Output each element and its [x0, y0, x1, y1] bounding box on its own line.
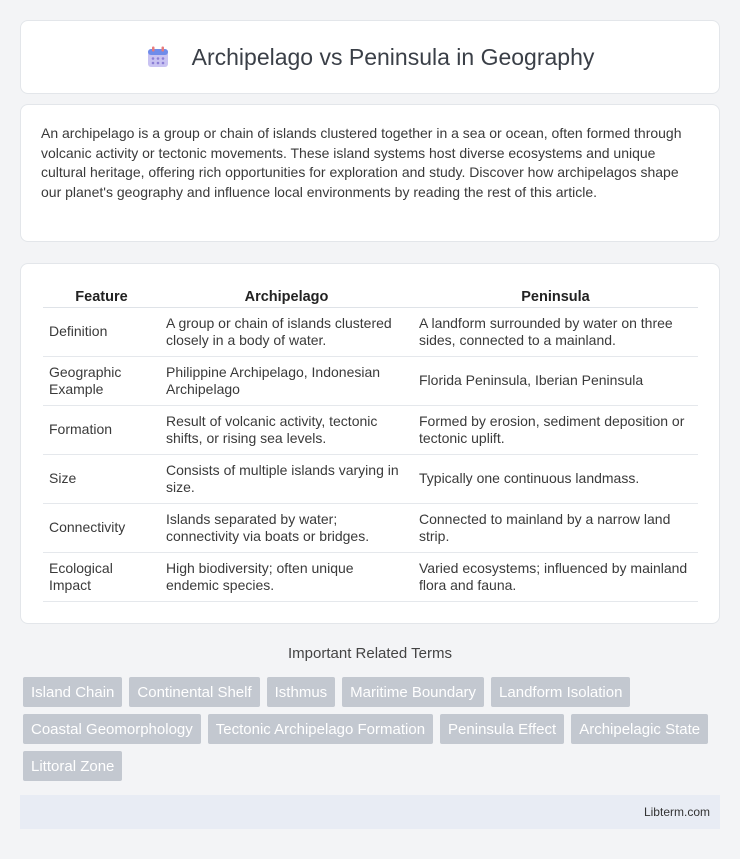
- archipelago-cell: High biodiversity; often unique endemic species.: [160, 553, 413, 602]
- footer: [20, 795, 720, 829]
- related-term-tag[interactable]: Coastal Geomorphology: [23, 714, 201, 744]
- related-term-tag[interactable]: Landform Isolation: [491, 677, 630, 707]
- related-term-tag[interactable]: Peninsula Effect: [440, 714, 564, 744]
- archipelago-cell: Consists of multiple islands varying in size.: [160, 455, 413, 504]
- archipelago-cell: A group or chain of islands clustered closely in a body of water.: [160, 308, 413, 357]
- feature-cell: Ecological Impact: [43, 553, 160, 602]
- comparison-table: [43, 286, 698, 602]
- column-header-feature: Feature: [43, 286, 160, 308]
- table-row: [43, 308, 698, 357]
- footer-site-link[interactable]: Libterm.com: [643, 805, 710, 819]
- related-term-tag[interactable]: Archipelagic State: [571, 714, 708, 744]
- table-row: [43, 406, 698, 455]
- archipelago-cell: Result of volcanic activity, tectonic shifts, or rising sea levels.: [160, 406, 413, 455]
- peninsula-cell: Varied ecosystems; influenced by mainland flora and fauna.: [413, 553, 698, 602]
- column-header-archipelago: Archipelago: [160, 286, 413, 308]
- table-row: [43, 357, 698, 406]
- intro-card: [20, 104, 720, 242]
- archipelago-cell: Islands separated by water; connectivity via boats or bridges.: [160, 504, 413, 553]
- table-row: [43, 553, 698, 602]
- related-term-tag[interactable]: Tectonic Archipelago Formation: [208, 714, 433, 744]
- related-term-tag[interactable]: Isthmus: [267, 677, 336, 707]
- comparison-card: [20, 263, 720, 624]
- peninsula-cell: Formed by erosion, sediment deposition or tectonic uplift.: [413, 406, 698, 455]
- column-header-peninsula: Peninsula: [413, 286, 698, 308]
- page-title: Archipelago vs Peninsula in Geography: [191, 43, 595, 70]
- header-card: [20, 20, 720, 94]
- intro-text: An archipelago is a group or chain of islands clustered together in a sea or ocean, often formed through volcanic activity or tectonic movements. These island systems host diverse ecosystems and unique cultural heritage, offering rich opportunities for exploration and study. Discover how archipelagos shape our planet's geography and influence local environments by reading the rest of this article.: [41, 125, 682, 200]
- related-terms-list: [23, 677, 723, 781]
- table-header-row: [43, 286, 698, 308]
- related-terms-title: Important Related Terms: [288, 645, 452, 662]
- related-term-tag[interactable]: Island Chain: [23, 677, 122, 707]
- feature-cell: Geographic Example: [43, 357, 160, 406]
- peninsula-cell: Florida Peninsula, Iberian Peninsula: [413, 357, 698, 406]
- calendar-icon: [146, 45, 170, 69]
- related-term-tag[interactable]: Littoral Zone: [23, 751, 122, 781]
- table-row: [43, 504, 698, 553]
- feature-cell: Connectivity: [43, 504, 160, 553]
- table-row: [43, 455, 698, 504]
- related-term-tag[interactable]: Continental Shelf: [129, 677, 259, 707]
- feature-cell: Formation: [43, 406, 160, 455]
- feature-cell: Definition: [43, 308, 160, 357]
- peninsula-cell: Connected to mainland by a narrow land strip.: [413, 504, 698, 553]
- peninsula-cell: Typically one continuous landmass.: [413, 455, 698, 504]
- related-term-tag[interactable]: Maritime Boundary: [342, 677, 484, 707]
- archipelago-cell: Philippine Archipelago, Indonesian Archipelago: [160, 357, 413, 406]
- feature-cell: Size: [43, 455, 160, 504]
- peninsula-cell: A landform surrounded by water on three sides, connected to a mainland.: [413, 308, 698, 357]
